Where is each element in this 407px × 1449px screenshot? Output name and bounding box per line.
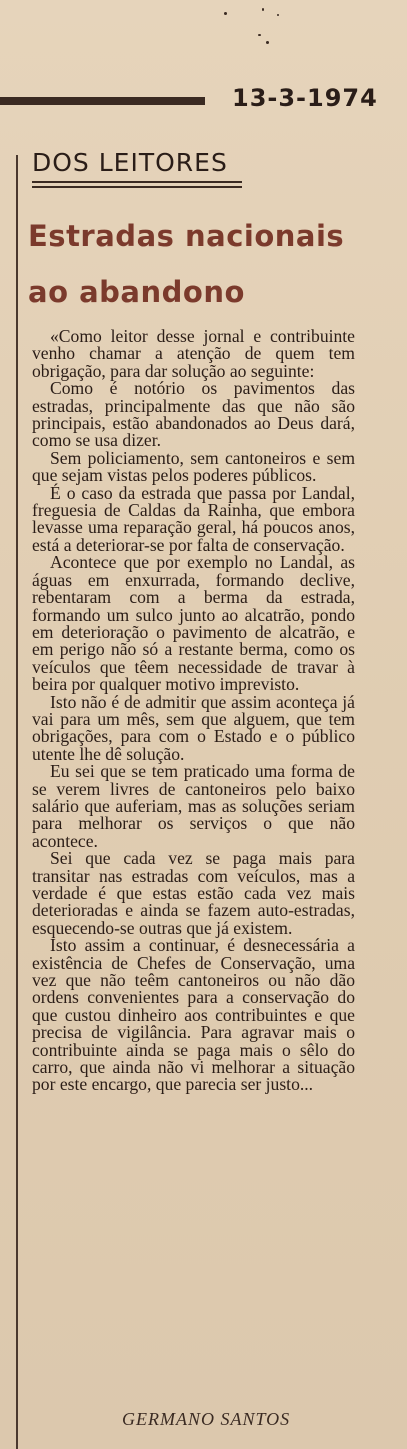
ink-speck <box>258 34 261 36</box>
paragraph: Isto assim a continuar, é desnecessária a existência de Chefes de Conservação, uma vez que não teêm cantoneiros ou não dão ordens convenientes para a conservação do que custou dinheiro aos contribuintes e que precisa de vigilância. Para agravar mais o contribuinte ainda se paga mais o sêlo do carro, que ainda não vi melhorar a situação por este encargo, que parecia ser justo... <box>32 935 355 1095</box>
paragraph: Como é notório os pavimentos das estradas, principalmente das que não são principais, estão abandonados ao Deus dará, como se usa dizer. <box>32 378 355 451</box>
masthead-rule <box>0 97 205 105</box>
article-body <box>32 328 355 1094</box>
paragraph: «Como leitor desse jornal e contribuinte venho chamar a atenção de quem tem obrigação, para dar solução ao seguinte: <box>32 326 355 381</box>
section-rule-bottom <box>32 186 242 188</box>
section-heading: DOS LEITORES <box>32 148 228 177</box>
ink-speck <box>262 8 264 11</box>
paragraph: Acontece que por exemplo no Landal, as águas em enxurrada, formando declive, rebentaram com a berma da estrada, formando um sulco junto ao alcatrão, pondo em deterioração o pavimento de alcatrão, e em perigo não só a restante berma, como os veículos que têem necessidade de travar à beira por qualquer motivo imprevisto. <box>32 552 355 695</box>
article-headline <box>28 208 388 320</box>
paragraph: Sem policiamento, sem cantoneiros e sem que sejam vistas pelos poderes públicos. <box>32 447 355 486</box>
author-signature: GERMANO SANTOS <box>122 1409 291 1429</box>
column-divider <box>16 155 18 1449</box>
headline-line-2: ao abandono <box>28 275 245 309</box>
paragraph: Isto não é de admitir que assim aconteça já vai para um mês, sem que alguem, que tem obrigações, para com o Estado e o público utente lhe dê solução. <box>32 691 355 764</box>
section-rule-top <box>32 181 242 183</box>
headline-line-1: Estradas nacionais <box>28 219 345 253</box>
ink-speck <box>277 14 279 16</box>
paragraph: Sei que cada vez se paga mais para transitar nas estradas com veículos, mas a verdade é que estas estão cada vez mais deterioradas e ainda se fazem auto-estradas, esquecendo-se outras que já existem. <box>32 848 355 938</box>
ink-speck <box>266 41 269 44</box>
ink-speck <box>224 12 227 15</box>
paragraph: É o caso da estrada que passa por Landal, freguesia de Caldas da Rainha, que embora levasse uma reparação geral, há poucos anos, está a deteriorar-se por falta de conservação. <box>32 482 355 555</box>
paragraph: Eu sei que se tem praticado uma forma de se verem livres de cantoneiros pelo baixo salário que auferiam, mas as soluções seriam para melhorar os serviços o que não acontece. <box>32 761 355 851</box>
publication-date: 13-3-1974 <box>232 84 378 112</box>
